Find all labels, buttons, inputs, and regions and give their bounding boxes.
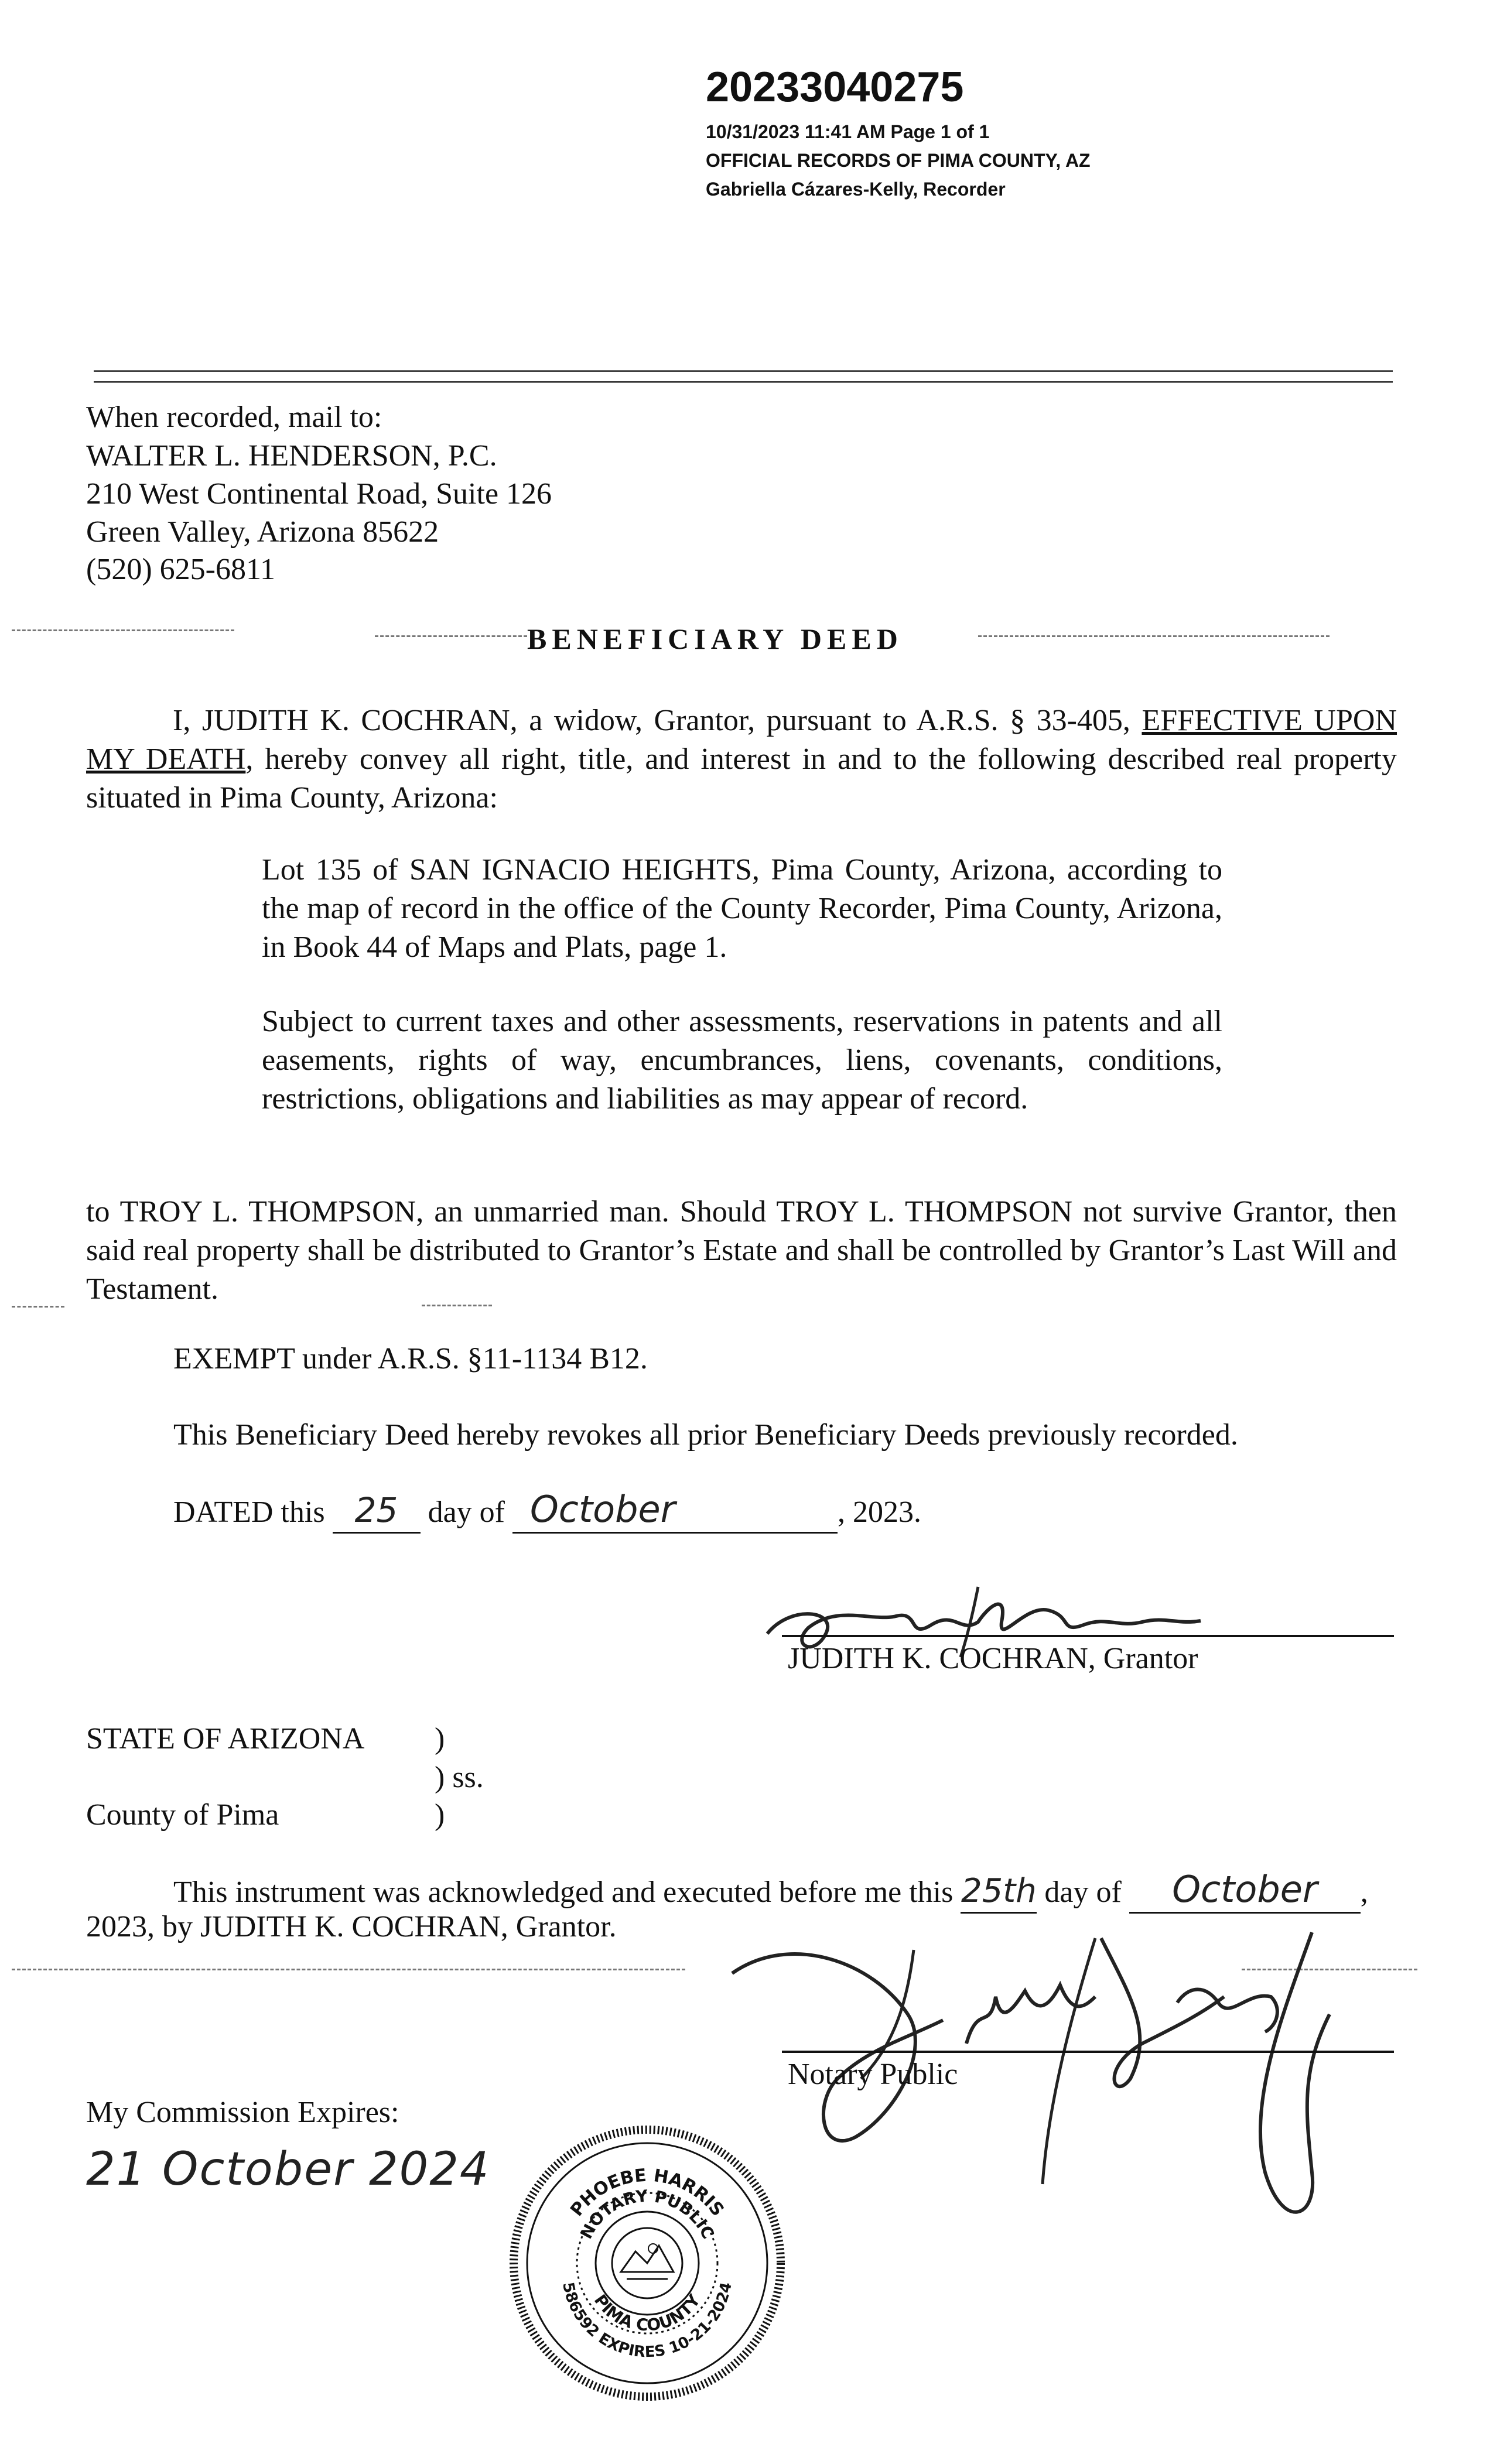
grant-emphasis: EFFECTIVE UPON MY DEATH xyxy=(86,704,1397,776)
acknowledgment-line1 xyxy=(173,1870,1368,1914)
mail-to-name: WALTER L. HENDERSON, P.C. xyxy=(86,439,497,473)
scan-mark xyxy=(12,629,234,631)
venue-paren: ) xyxy=(435,1722,445,1755)
subject-to-clause: Subject to current taxes and other assessments, reservations in patents and all easements, rights of way, encumbrances, liens, covenants, conditions, restrictions, obligations and liabilities as may appear of record. xyxy=(262,1005,1222,1115)
seal-expires: 586592 EXPIRES 10-21-2024 xyxy=(559,2281,736,2362)
grant-rest: , hereby convey all right, title, and interest in and to the following described real property situated in Pima County, Arizona: xyxy=(86,742,1397,815)
ack-comma: , xyxy=(1360,1876,1368,1909)
scan-mark xyxy=(375,635,527,637)
scan-mark xyxy=(12,1306,64,1308)
seal-county: PIMA COUNTY xyxy=(590,2291,705,2335)
scan-mark xyxy=(12,1969,685,1970)
dated-month-field xyxy=(512,1490,838,1534)
grantor-signature-line xyxy=(782,1635,1394,1637)
grant-paragraph xyxy=(86,701,1397,817)
commission-date: 21 October 2024 xyxy=(86,2143,490,2196)
mail-to-address2: Green Valley, Arizona 85622 xyxy=(86,515,439,549)
venue-state: STATE OF ARIZONA xyxy=(86,1722,365,1755)
notary-seal xyxy=(510,2126,785,2401)
notary-signature-line xyxy=(782,2051,1394,2053)
recording-office: OFFICIAL RECORDS OF PIMA COUNTY, AZ xyxy=(706,150,1091,171)
scan-mark xyxy=(422,1305,492,1306)
mail-to-address1: 210 West Continental Road, Suite 126 xyxy=(86,477,552,511)
acknowledgment-line2: 2023, by JUDITH K. COCHRAN, Grantor. xyxy=(86,1910,617,1943)
mail-to-phone: (520) 625-6811 xyxy=(86,553,276,586)
recording-number: 20233040275 xyxy=(706,64,964,111)
document-title: BENEFICIARY DEED xyxy=(527,622,903,655)
dated-month: October xyxy=(529,1488,676,1531)
grantee-clause: to TROY L. THOMPSON, an unmarried man. Should TROY L. THOMPSON not survive Grantor, then said real property shall be distributed to Grantor’s Estate and shall be controlled by Grantor’s Last Will and Testament. xyxy=(86,1195,1397,1306)
ack-month-field xyxy=(1129,1870,1361,1914)
svg-text:PIMA COUNTY xyxy=(590,2291,705,2335)
grant-lead: I, JUDITH K. COCHRAN, a widow, Grantor, pursuant to A.R.S. § 33-405, xyxy=(173,704,1142,737)
ack-day-field xyxy=(961,1872,1037,1914)
venue-paren: ) xyxy=(435,1798,445,1832)
ack-day: 25th xyxy=(961,1872,1037,1910)
exempt-statement: EXEMPT under A.R.S. §11-1134 B12. xyxy=(173,1342,648,1375)
venue-county: County of Pima xyxy=(86,1798,279,1832)
ack-prefix: This instrument was acknowledged and executed before me this xyxy=(173,1876,954,1909)
notary-seal-image xyxy=(510,2126,785,2401)
recording-datetime: 10/31/2023 11:41 AM Page 1 of 1 xyxy=(706,121,990,142)
dated-suffix: , 2023. xyxy=(837,1495,921,1529)
ack-mid: day of xyxy=(1044,1876,1122,1909)
notary-label: Notary Public xyxy=(788,2058,958,2091)
dated-prefix: DATED this xyxy=(173,1495,325,1529)
venue-ss: ) ss. xyxy=(435,1761,484,1794)
grantor-name: JUDITH K. COCHRAN, Grantor xyxy=(788,1642,1198,1675)
dated-day-field xyxy=(333,1491,421,1534)
dated-day: 25 xyxy=(354,1490,398,1530)
mail-to-label: When recorded, mail to: xyxy=(86,401,382,434)
commission-label: My Commission Expires: xyxy=(86,2096,399,2129)
recording-recorder: Gabriella Cázares-Kelly, Recorder xyxy=(706,179,1006,200)
ack-month: October xyxy=(1172,1868,1318,1911)
seal-title: NOTARY PUBLIC xyxy=(576,2186,718,2242)
seal-name: PHOEBE HARRIS xyxy=(566,2165,728,2220)
dated-line xyxy=(173,1490,921,1534)
header-rule xyxy=(94,370,1393,383)
dated-mid: day of xyxy=(428,1495,505,1529)
state-seal-emblem xyxy=(612,2228,682,2298)
revocation-statement: This Beneficiary Deed hereby revokes all prior Beneficiary Deeds previously recorded. xyxy=(173,1418,1238,1452)
legal-description: Lot 135 of SAN IGNACIO HEIGHTS, Pima County, Arizona, according to the map of record in the office of the County Recorder, Pima County, Arizona, in Book 44 of Maps and Plats, page 1. xyxy=(262,853,1222,964)
scan-mark xyxy=(978,635,1330,637)
